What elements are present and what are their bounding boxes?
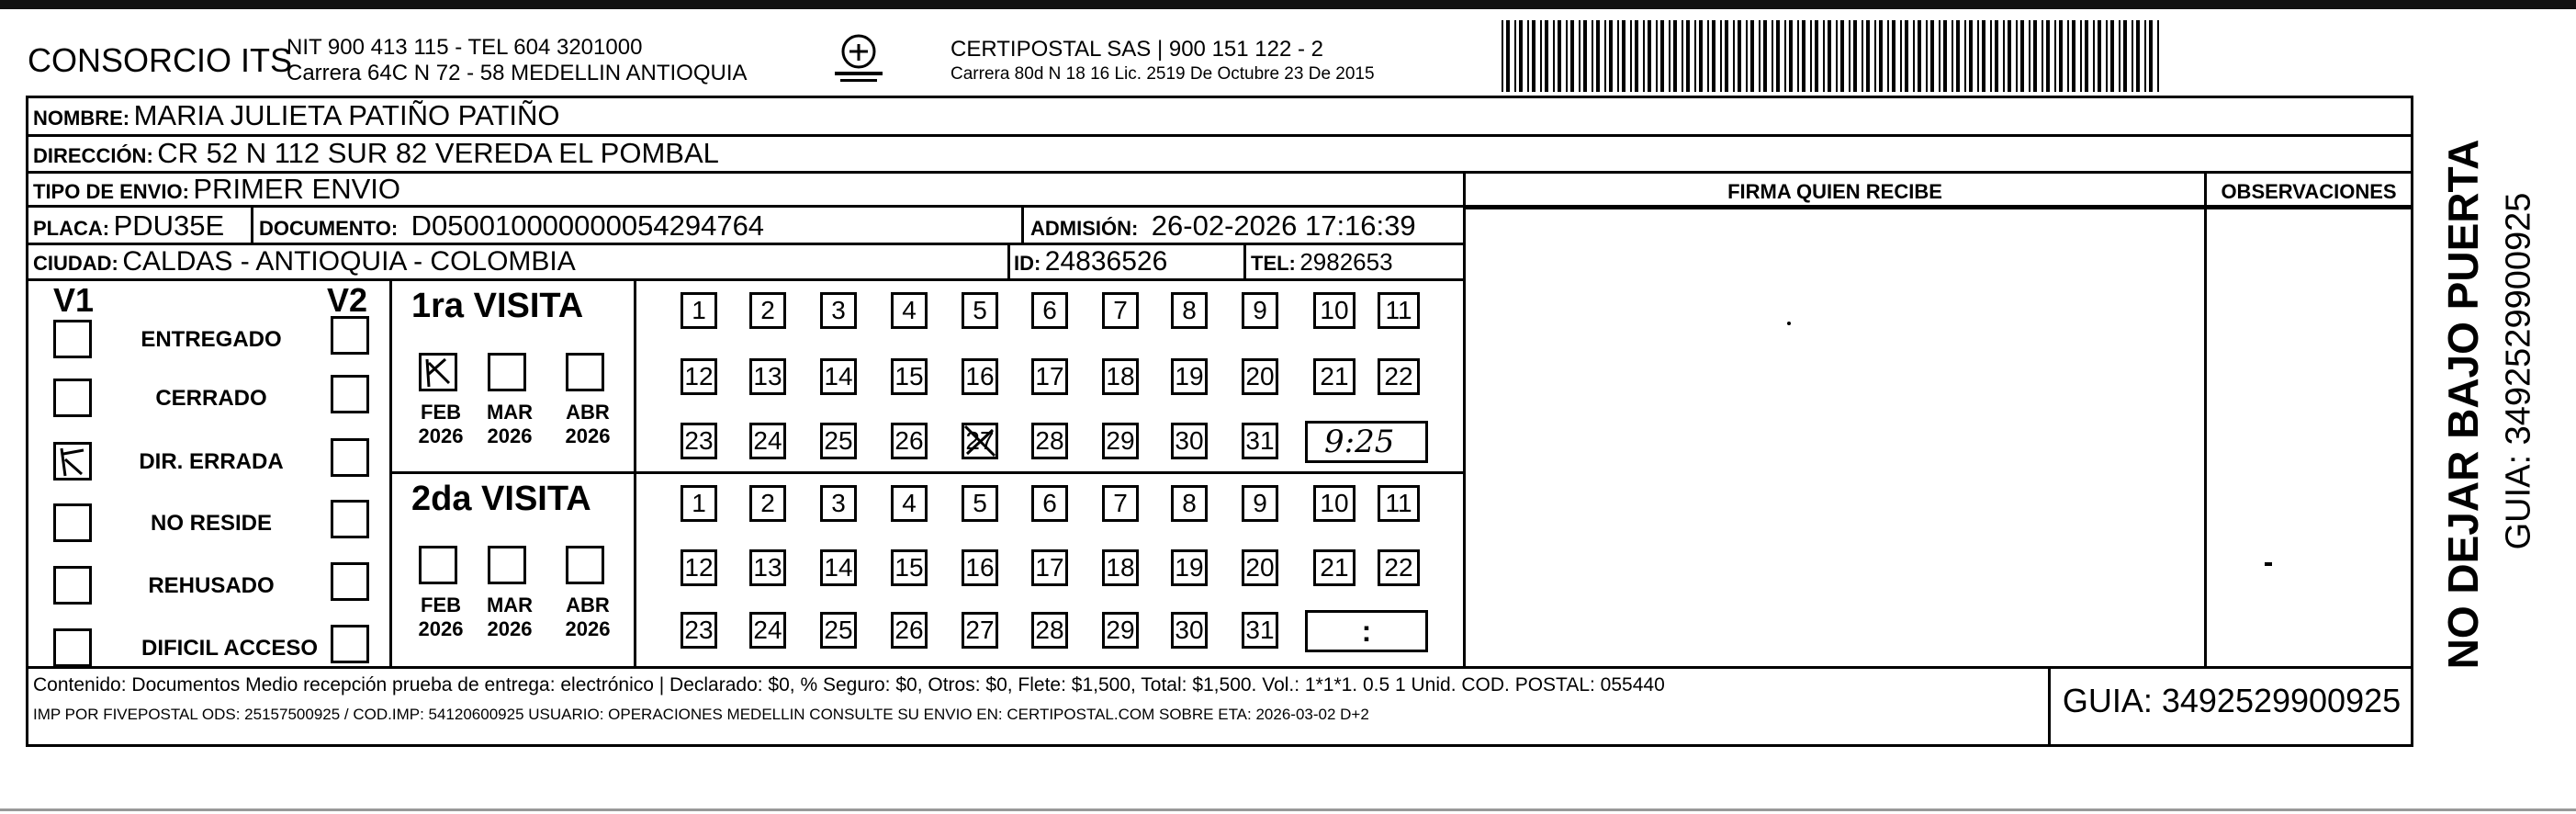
month-label — [482, 594, 537, 641]
day-box[interactable]: 26 — [891, 612, 928, 649]
barcode-bar — [1836, 20, 1838, 92]
barcode-bar — [1887, 20, 1889, 92]
day-box[interactable]: 9 — [1242, 292, 1278, 329]
month-year: 2026 — [565, 424, 611, 447]
barcode-bar — [1772, 20, 1773, 92]
barcode-bar — [1622, 20, 1625, 92]
ciudad-value: CALDAS - ANTIOQUIA - COLOMBIA — [122, 246, 576, 277]
month-checkbox[interactable] — [566, 546, 604, 584]
month-year: 2026 — [487, 617, 533, 640]
barcode-bar — [1802, 20, 1805, 92]
day-box[interactable]: 4 — [891, 485, 928, 522]
border-bottom — [26, 744, 2413, 747]
month-name: MAR — [486, 594, 534, 616]
day-box[interactable]: 18 — [1102, 549, 1139, 586]
barcode-bar — [1990, 20, 1992, 92]
barcode-bar — [1596, 20, 1600, 92]
barcode-bar — [1977, 20, 1979, 92]
visit1-time-box[interactable] — [1305, 421, 1428, 463]
id-field — [1014, 246, 1167, 277]
day-box[interactable]: 14 — [820, 358, 857, 395]
day-box[interactable]: 13 — [749, 549, 786, 586]
certipostal-logo-icon — [831, 31, 886, 86]
day-box[interactable]: 30 — [1171, 423, 1208, 459]
v2-checkbox[interactable] — [331, 438, 369, 477]
barcode-bar — [1789, 20, 1793, 92]
barcode-bar — [1553, 20, 1555, 92]
day-box[interactable]: 14 — [820, 549, 857, 586]
barcode-bar — [1943, 20, 1947, 92]
barcode-bar — [1694, 20, 1696, 92]
barcode-bar — [1699, 20, 1703, 92]
barcode-bar — [1956, 20, 1960, 92]
month-label — [560, 401, 615, 448]
tel-label: TEL: — [1251, 252, 1296, 275]
v1-checkbox[interactable] — [53, 628, 92, 667]
stray-dot — [1787, 322, 1791, 325]
visit2-time-placeholder: : — [1361, 615, 1372, 648]
v1-checkbox[interactable] — [53, 503, 92, 542]
barcode-bar — [1502, 20, 1503, 92]
documento-value: D050010000000054294764 — [411, 209, 765, 242]
barcode-bar — [2119, 20, 2120, 92]
barcode-bar — [1776, 20, 1780, 92]
day-box[interactable]: 27 — [962, 423, 998, 459]
v1-checkbox[interactable] — [53, 442, 92, 480]
side-warning: NO DEJAR BAJO PUERTA — [2439, 139, 2487, 670]
month-label — [413, 401, 468, 448]
day-box[interactable]: 23 — [681, 423, 717, 459]
stray-mark — [2265, 562, 2272, 566]
status-label: DIR. ERRADA — [139, 449, 284, 474]
top-edge-strip — [0, 0, 2576, 9]
barcode-bar — [1840, 20, 1844, 92]
day-box[interactable]: 9 — [1242, 485, 1278, 522]
day-box[interactable]: 3 — [820, 292, 857, 329]
side-guia: GUIA: 3492529900925 — [2499, 192, 2538, 550]
month-name: ABR — [566, 401, 610, 424]
barcode-bar — [1617, 20, 1619, 92]
barcode-bar — [1686, 20, 1690, 92]
barcode-bar — [1592, 20, 1593, 92]
border-left — [26, 96, 28, 746]
barcode-bar — [2054, 20, 2056, 92]
footer-contenido: Contenido: Documentos Medio recepción prueba de entrega: electrónico | Declarado: $0, % Seguro: $0, Otros: $0, Flete: $1,500, Total: $1,500. Vol.: 1*1*1. 0.5 1 Unid. COD. POSTAL: 055440 — [33, 674, 1665, 695]
barcode-bar — [1566, 20, 1568, 92]
day-box[interactable]: 7 — [1102, 485, 1139, 522]
day-box[interactable]: 31 — [1242, 423, 1278, 459]
barcode-bar — [1918, 20, 1921, 92]
direccion-label: DIRECCIÓN: — [33, 144, 153, 167]
visit2-title: 2da VISITA — [411, 480, 591, 518]
observaciones-area[interactable] — [2207, 209, 2411, 666]
month-checkbox[interactable] — [419, 353, 457, 391]
day-box[interactable]: 22 — [1378, 549, 1420, 586]
day-box[interactable]: 21 — [1313, 358, 1355, 395]
direccion-row — [33, 137, 719, 170]
month-year: 2026 — [418, 617, 464, 640]
barcode-bar — [1527, 20, 1529, 92]
barcode-bar — [1964, 20, 1966, 92]
barcode-bar — [1823, 20, 1825, 92]
day-box[interactable]: 1 — [681, 485, 717, 522]
barcode-bar — [1810, 20, 1812, 92]
firma-header: FIRMA QUIEN RECIBE — [1727, 180, 1942, 203]
month-label — [482, 401, 537, 448]
barcode-bar — [1759, 20, 1760, 92]
v2-checkbox[interactable] — [331, 625, 369, 663]
day-box[interactable]: 20 — [1242, 549, 1278, 586]
barcode-bar — [1630, 20, 1632, 92]
page-bottom-edge — [0, 808, 2576, 811]
observaciones-header: OBSERVACIONES — [2221, 180, 2397, 203]
col-line-tel — [1243, 243, 1246, 279]
documento-label: DOCUMENTO: — [259, 217, 399, 240]
day-box[interactable]: 22 — [1378, 358, 1420, 395]
footer-imp: IMP POR FIVEPOSTAL ODS: 25157500925 / COD.IMP: 54120600925 USUARIO: OPERACIONES MEDELLIN CONSULTE SU ENVIO EN: CERTIPOSTAL.COM SOBRE ETA: 2026-03-02 D+2 — [33, 706, 1369, 723]
barcode-bar — [1519, 20, 1523, 92]
placa-label: PLACA: — [33, 217, 110, 240]
handwritten-mark-icon — [962, 423, 998, 464]
day-box[interactable]: 10 — [1313, 485, 1355, 522]
day-box[interactable]: 29 — [1102, 423, 1139, 459]
barcode-bar — [1952, 20, 1953, 92]
ciudad-label: CIUDAD: — [33, 252, 118, 275]
month-checkbox[interactable] — [419, 546, 457, 584]
day-box[interactable]: 27 — [962, 612, 998, 649]
footer-guia: GUIA: 3492529900925 — [2062, 682, 2402, 719]
day-box[interactable]: 18 — [1102, 358, 1139, 395]
col-line-id — [1007, 243, 1010, 279]
day-box[interactable]: 24 — [749, 423, 786, 459]
admision-value: 26-02-2026 17:16:39 — [1151, 209, 1416, 242]
barcode-bar — [1750, 20, 1754, 92]
day-box[interactable]: 28 — [1031, 423, 1068, 459]
barcode-bar — [2080, 20, 2082, 92]
barcode-bar — [1635, 20, 1638, 92]
col-line-admision — [1021, 207, 1024, 243]
barcode-bar — [2033, 20, 2037, 92]
day-box[interactable]: 29 — [1102, 612, 1139, 649]
barcode-bar — [1874, 20, 1876, 92]
barcode-bar — [2016, 20, 2018, 92]
status-label: CERRADO — [155, 386, 267, 411]
barcode-bar — [1725, 20, 1728, 92]
signature-area[interactable] — [1466, 209, 2204, 666]
barcode-bar — [2059, 20, 2063, 92]
barcode-bar — [1969, 20, 1973, 92]
row-line — [26, 243, 1463, 245]
day-box[interactable]: 25 — [820, 612, 857, 649]
v2-checkbox[interactable] — [331, 316, 369, 355]
barcode-bar — [2149, 20, 2153, 92]
day-box[interactable]: 23 — [681, 612, 717, 649]
row-line-visits — [389, 471, 1464, 474]
barcode-bar — [1866, 20, 1870, 92]
day-box[interactable]: 19 — [1171, 358, 1208, 395]
barcode-bar — [2110, 20, 2114, 92]
day-box[interactable]: 2 — [749, 485, 786, 522]
row-line — [26, 666, 2413, 669]
day-box[interactable]: 24 — [749, 612, 786, 649]
barcode-bar — [1939, 20, 1940, 92]
certipostal-license: Carrera 80d N 18 16 Lic. 2519 De Octubre 23 De 2015 — [951, 64, 1375, 84]
barcode-bar — [1733, 20, 1735, 92]
month-year: 2026 — [565, 617, 611, 640]
barcode-bar — [2029, 20, 2030, 92]
v2-checkbox[interactable] — [331, 500, 369, 538]
status-label: ENTREGADO — [141, 327, 282, 352]
barcode-bar — [2106, 20, 2108, 92]
barcode-bar — [2067, 20, 2069, 92]
documento-field — [259, 209, 764, 243]
day-box[interactable]: 7 — [1102, 292, 1139, 329]
id-label: ID: — [1014, 252, 1041, 275]
row-line — [26, 278, 1463, 281]
barcode-bar — [2008, 20, 2011, 92]
barcode-bar — [1763, 20, 1767, 92]
barcode-bar — [1926, 20, 1928, 92]
barcode-bar — [1720, 20, 1722, 92]
id-value: 24836526 — [1044, 246, 1168, 277]
v2-checkbox[interactable] — [331, 375, 369, 413]
month-name: FEB — [421, 401, 461, 424]
barcode-bar — [1784, 20, 1786, 92]
day-box[interactable]: 12 — [681, 549, 717, 586]
handwritten-mark-icon — [422, 356, 455, 389]
barcode-bar — [1892, 20, 1895, 92]
month-checkbox[interactable] — [488, 546, 526, 584]
barcode-bar — [1570, 20, 1574, 92]
day-box[interactable]: 11 — [1378, 292, 1420, 329]
barcode-bar — [1982, 20, 1985, 92]
nombre-row — [33, 99, 560, 132]
barcode-bar — [2157, 20, 2159, 92]
day-box[interactable]: 2 — [749, 292, 786, 329]
barcode-bar — [1609, 20, 1613, 92]
day-box[interactable]: 6 — [1031, 485, 1068, 522]
day-box[interactable]: 5 — [962, 485, 998, 522]
barcode-bar — [2093, 20, 2095, 92]
visit2-time-box[interactable] — [1305, 610, 1428, 652]
barcode-bar — [1669, 20, 1670, 92]
barcode-bar — [1656, 20, 1658, 92]
placa-field — [33, 209, 224, 243]
barcode-bar — [1853, 20, 1857, 92]
month-name: ABR — [566, 594, 610, 616]
barcode-bar — [1540, 20, 1542, 92]
barcode-bar — [1643, 20, 1645, 92]
certipostal-info: CERTIPOSTAL SAS | 900 151 122 - 2 — [951, 37, 1323, 62]
placa-value: PDU35E — [113, 209, 225, 242]
barcode-bar — [1879, 20, 1883, 92]
day-box[interactable]: 3 — [820, 485, 857, 522]
day-box[interactable]: 31 — [1242, 612, 1278, 649]
barcode-bar — [1797, 20, 1799, 92]
day-box[interactable]: 20 — [1242, 358, 1278, 395]
day-box[interactable]: 5 — [962, 292, 998, 329]
v1-header: V1 — [53, 281, 95, 319]
day-box[interactable]: 30 — [1171, 612, 1208, 649]
company-address: Carrera 64C N 72 - 58 MEDELLIN ANTIOQUIA — [287, 61, 748, 85]
barcode-bar — [1660, 20, 1664, 92]
barcode-bar — [1682, 20, 1683, 92]
barcode-bar — [2042, 20, 2043, 92]
company-nit: NIT 900 413 115 - TEL 604 3201000 — [287, 35, 643, 60]
barcode-bar — [2123, 20, 2127, 92]
barcode-bar — [1532, 20, 1535, 92]
barcode-bar — [1995, 20, 1998, 92]
barcode-bar — [1648, 20, 1651, 92]
status-label: DIFICIL ACCESO — [141, 636, 318, 661]
day-box[interactable]: 19 — [1171, 549, 1208, 586]
barcode-bar — [1746, 20, 1748, 92]
barcode-bar — [2072, 20, 2075, 92]
day-box[interactable]: 17 — [1031, 549, 1068, 586]
month-name: FEB — [421, 594, 461, 616]
day-box[interactable]: 6 — [1031, 292, 1068, 329]
v2-checkbox[interactable] — [331, 562, 369, 601]
company-name: CONSORCIO ITS — [28, 41, 293, 79]
month-name: MAR — [486, 401, 534, 424]
month-year: 2026 — [418, 424, 464, 447]
day-box[interactable]: 1 — [681, 292, 717, 329]
barcode-bar — [1583, 20, 1587, 92]
day-box[interactable]: 4 — [891, 292, 928, 329]
barcode-bar — [1930, 20, 1934, 92]
day-box[interactable]: 26 — [891, 423, 928, 459]
visit1-title: 1ra VISITA — [411, 287, 584, 325]
footer-guia-divider — [2048, 668, 2051, 745]
barcode-bar — [1673, 20, 1677, 92]
day-box[interactable]: 8 — [1171, 292, 1208, 329]
nombre-value: MARIA JULIETA PATIÑO PATIÑO — [133, 99, 560, 131]
admision-field — [1030, 209, 1416, 243]
month-year: 2026 — [487, 424, 533, 447]
month-label — [560, 594, 615, 641]
day-box[interactable]: 16 — [962, 549, 998, 586]
barcode-bar — [1738, 20, 1741, 92]
barcode-bar — [1506, 20, 1510, 92]
barcode-bar — [2085, 20, 2088, 92]
tel-field — [1251, 248, 1393, 277]
month-checkbox[interactable] — [566, 353, 604, 391]
barcode-bar — [1579, 20, 1580, 92]
col-line-placa — [251, 207, 253, 243]
status-label: REHUSADO — [148, 573, 275, 598]
barcode-bar — [1707, 20, 1709, 92]
barcode-bar — [2003, 20, 2005, 92]
day-box[interactable]: 28 — [1031, 612, 1068, 649]
day-box[interactable]: 25 — [820, 423, 857, 459]
month-label — [413, 594, 468, 641]
day-box[interactable]: 8 — [1171, 485, 1208, 522]
month-checkbox[interactable] — [488, 353, 526, 391]
day-box[interactable]: 11 — [1378, 485, 1420, 522]
barcode-bar — [1913, 20, 1915, 92]
v1-checkbox[interactable] — [53, 379, 92, 417]
barcode-bar — [2144, 20, 2146, 92]
day-box[interactable]: 15 — [891, 549, 928, 586]
barcode-bar — [1905, 20, 1908, 92]
barcode-bar — [1712, 20, 1715, 92]
day-box[interactable]: 17 — [1031, 358, 1068, 395]
barcode — [1502, 20, 2163, 92]
nombre-label: NOMBRE: — [33, 107, 130, 130]
barcode-bar — [2136, 20, 2140, 92]
border-right — [2411, 96, 2413, 746]
day-box[interactable]: 12 — [681, 358, 717, 395]
v2-header: V2 — [327, 281, 368, 319]
status-label: NO RESIDE — [150, 511, 273, 536]
tipo-label: TIPO DE ENVIO: — [33, 180, 189, 203]
border-top — [26, 96, 2413, 98]
admision-label: ADMISIÓN: — [1030, 217, 1139, 240]
barcode-bar — [2132, 20, 2133, 92]
v1-checkbox[interactable] — [53, 320, 92, 358]
barcode-bar — [2098, 20, 2101, 92]
tel-value: 2982653 — [1299, 248, 1393, 276]
barcode-bar — [1815, 20, 1818, 92]
barcode-bar — [1862, 20, 1863, 92]
barcode-bar — [1558, 20, 1561, 92]
day-box[interactable]: 13 — [749, 358, 786, 395]
day-box[interactable]: 15 — [891, 358, 928, 395]
barcode-bar — [1900, 20, 1902, 92]
barcode-bar — [1604, 20, 1606, 92]
v1-checkbox[interactable] — [53, 566, 92, 605]
barcode-bar — [1514, 20, 1516, 92]
tipo-row — [33, 173, 400, 206]
barcode-bar — [1828, 20, 1831, 92]
barcode-bar — [2046, 20, 2050, 92]
visit1-time-value: 9:25 — [1324, 424, 1395, 460]
barcode-bar — [2020, 20, 2024, 92]
handwritten-mark-icon — [56, 445, 89, 478]
barcode-bar — [1545, 20, 1548, 92]
tipo-value: PRIMER ENVIO — [193, 173, 401, 205]
barcode-bar — [1849, 20, 1850, 92]
day-box[interactable]: 16 — [962, 358, 998, 395]
ciudad-field — [33, 246, 576, 277]
direccion-value: CR 52 N 112 SUR 82 VEREDA EL POMBAL — [157, 137, 719, 169]
day-box[interactable]: 10 — [1313, 292, 1355, 329]
day-box[interactable]: 21 — [1313, 549, 1355, 586]
